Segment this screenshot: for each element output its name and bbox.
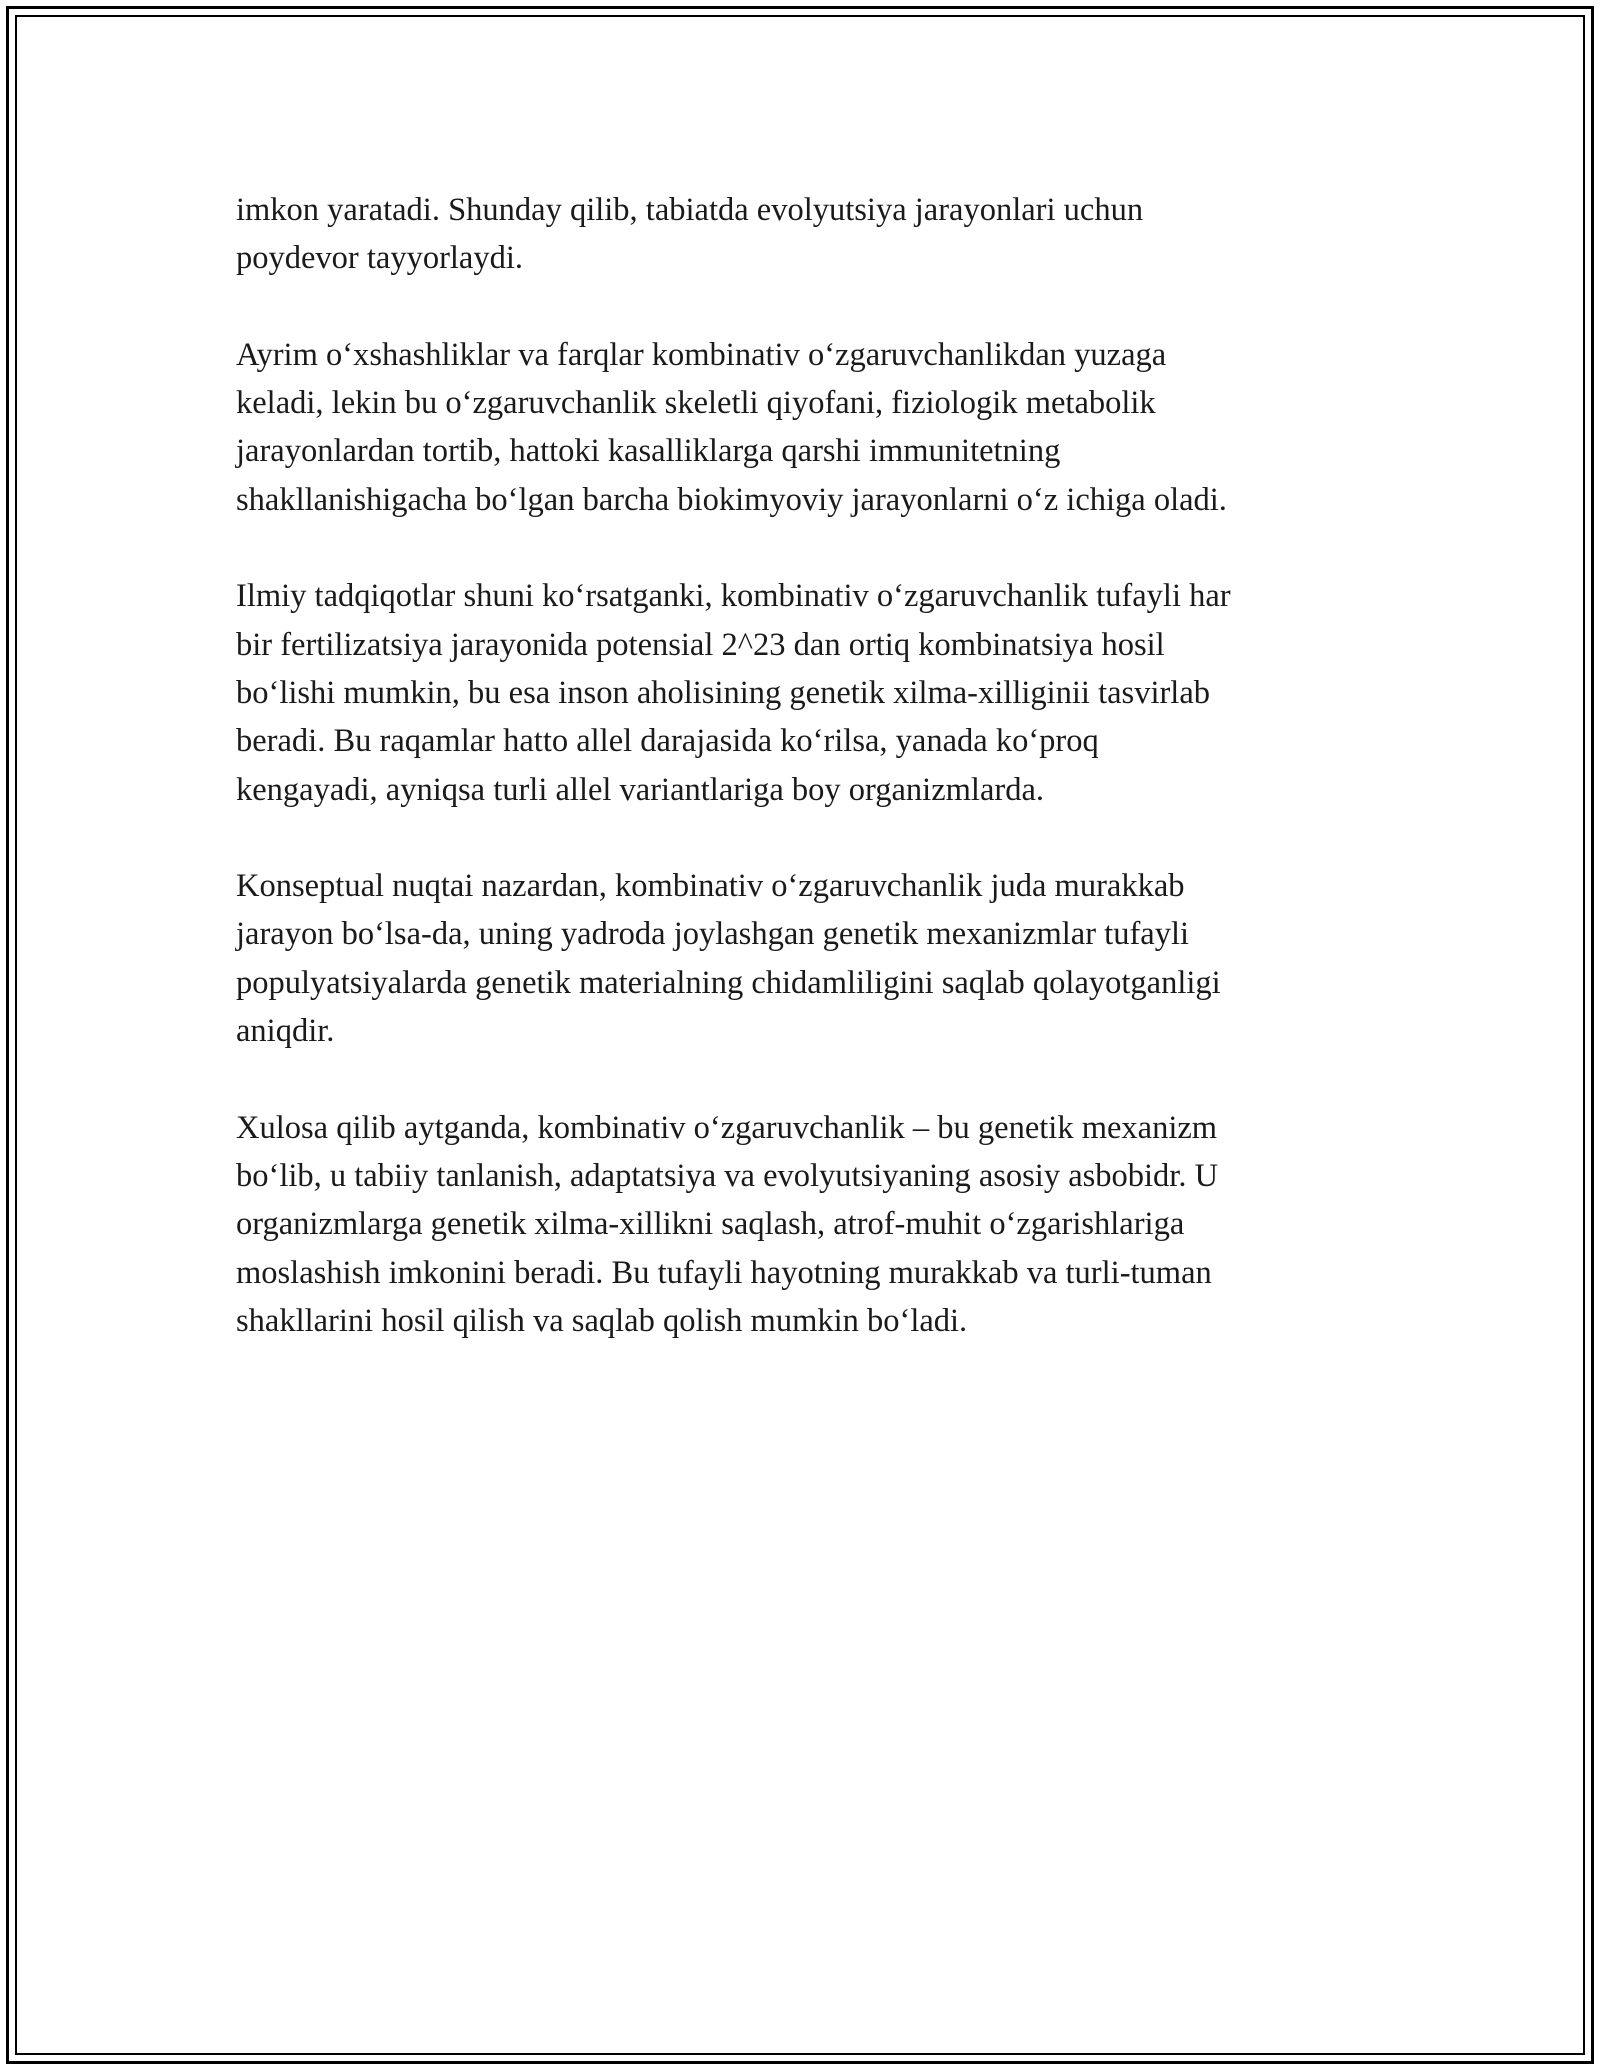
text-line: Ilmiy tadqiqotlar shuni ko‘rsatganki, kombinativ o‘zgaruvchanlik tufayli har [236,578,1231,615]
text-line: Konseptual nuqtai nazardan, kombinativ o‘zgaruvchanlik juda murakkab [236,868,1185,905]
paragraph-5 [236,1104,1386,1345]
text-line: bo‘lishi mumkin, bu esa inson aholisining genetik xilma-xilliginii tasvirlab [236,674,1211,711]
text-line: jarayonlardan tortib, hattoki kasalliklarga qarshi immunitetning [236,433,1061,470]
text-line: keladi, lekin bu o‘zgaruvchanlik skeletli qiyofani, fiziologik metabolik [236,385,1156,422]
text-line: bo‘lib, u tabiiy tanlanish, adaptatsiya va evolyutsiyaning asosiy asbobidr. U [236,1157,1219,1194]
text-line: poydevor tayyorlaydi. [236,240,524,277]
paragraph-3 [236,572,1386,813]
paragraph-4 [236,862,1386,1055]
text-line: shakllanishigacha bo‘lgan barcha biokimyoviy jarayonlarni o‘z ichiga oladi. [236,481,1227,518]
text-line: kengayadi, ayniqsa turli allel variantlariga boy organizmlarda. [236,771,1044,808]
text-line: beradi. Bu raqamlar hatto allel darajasida ko‘rilsa, yanada ko‘proq [236,723,1099,760]
text-line: populyatsiyalarda genetik materialning chidamliligini saqlab qolayotganligi [236,964,1221,1001]
paragraph-1 [236,186,1386,283]
text-line: jarayon bo‘lsa-da, uning yadroda joylashgan genetik mexanizmlar tufayli [236,916,1190,953]
document-body [236,186,1386,1345]
text-line: aniqdir. [236,1013,335,1050]
text-line: moslashish imkonini beradi. Bu tufayli hayotning murakkab va turli-tuman [236,1254,1212,1291]
text-line: Ayrim o‘xshashliklar va farqlar kombinativ o‘zgaruvchanlikdan yuzaga [236,336,1167,373]
text-line: bir fertilizatsiya jarayonida potensial 2^23 dan ortiq kombinatsiya hosil [236,626,1165,663]
text-line: organizmlarga genetik xilma-xillikni saqlash, atrof-muhit o‘zgarishlariga [236,1206,1185,1243]
text-line: Xulosa qilib aytganda, kombinativ o‘zgaruvchanlik – bu genetik mexanizm [236,1109,1218,1146]
paragraph-2 [236,331,1386,524]
text-line: imkon yaratadi. Shunday qilib, tabiatda evolyutsiya jarayonlari uchun [236,192,1144,228]
text-line: shakllarini hosil qilish va saqlab qolish mumkin bo‘ladi. [236,1302,968,1339]
